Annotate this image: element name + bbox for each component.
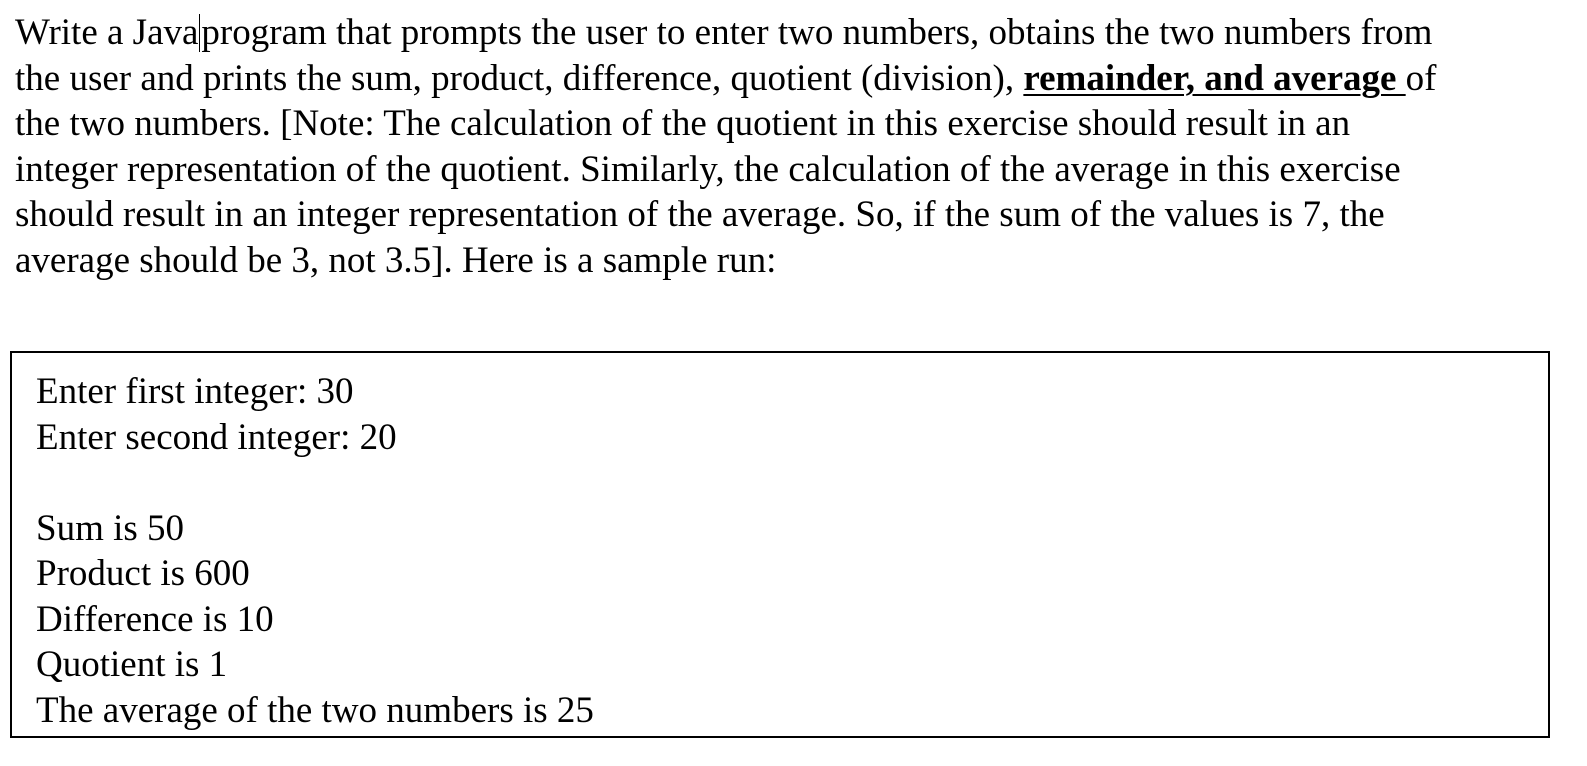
prompt-line-2-start: the user and prints the sum, product, difference, quotient (division), (15, 57, 1024, 99)
prompt-line-1 (15, 10, 1575, 56)
prompt-line-3: the two numbers. [Note: The calculation of the quotient in this exercise should result in an (15, 103, 1351, 144)
sample-line-quotient: Quotient is 1 (36, 644, 228, 685)
exercise-prompt (15, 10, 1575, 283)
sample-run-box (10, 351, 1550, 738)
sample-line-blank (36, 460, 594, 506)
prompt-line-5: should result in an integer representation of the average. So, if the sum of the values is 7, the (15, 194, 1385, 235)
sample-line-second-integer: Enter second integer: 20 (36, 416, 397, 458)
sample-run-output (36, 369, 594, 733)
sample-line-difference: Difference is 10 (36, 598, 274, 640)
prompt-line-1-start: Write a Java (15, 12, 199, 53)
emphasized-phrase: remainder, and average (1023, 57, 1406, 99)
prompt-line-4: integer representation of the quotient. Similarly, the calculation of the average in this exercise (15, 148, 1401, 190)
sample-line-average: The average of the two numbers is 25 (36, 689, 594, 731)
sample-line-sum: Sum is 50 (36, 507, 185, 549)
prompt-line-2 (15, 56, 1575, 102)
prompt-line-2-end: of (1405, 57, 1437, 99)
sample-line-first-integer: Enter first integer: 30 (36, 371, 354, 412)
sample-line-product: Product is 600 (36, 553, 250, 594)
prompt-line-6: average should be 3, not 3.5]. Here is a sample run: (15, 239, 777, 281)
prompt-line-1-end: program that prompts the user to enter two numbers, obtains the two numbers from (201, 12, 1433, 53)
